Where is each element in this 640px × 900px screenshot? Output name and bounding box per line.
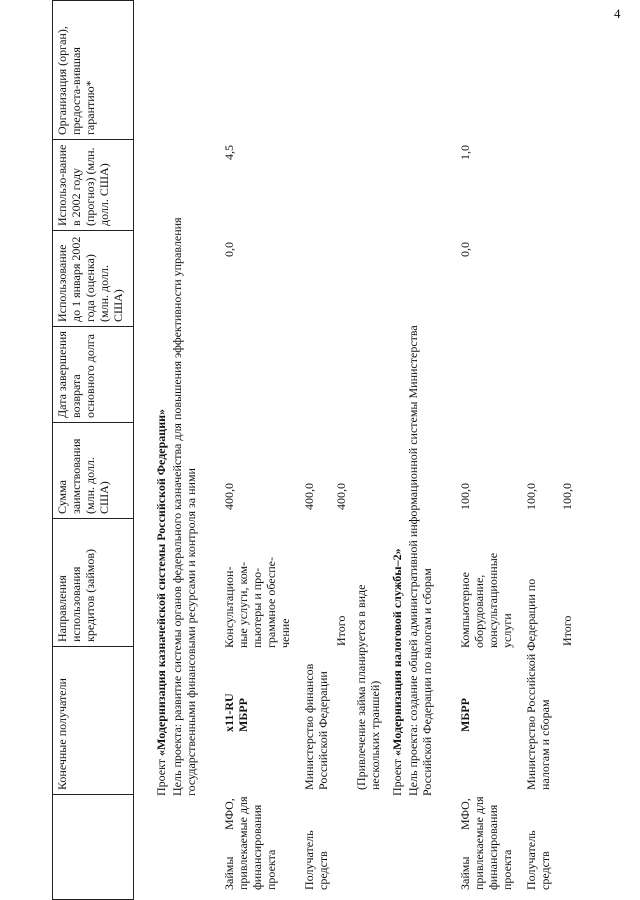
project1-amount: 400,0	[222, 483, 236, 510]
project1-recipient: Министерство финансов Российской Федерации	[302, 663, 330, 790]
header-cell-guarantor: Организация (орган), предоста-вившая гарантию*	[52, 0, 134, 140]
project1-loans-desc: привлекаемые для финансирования проекта	[236, 796, 278, 890]
header-cell-empty	[52, 795, 134, 900]
project1-used-2002: 4,5	[222, 145, 236, 160]
header-cell-amount: Сумма заимствования (млн. долл. США)	[52, 423, 134, 519]
project2-recipient: Министерство Российской Федерации по налогам и сборам	[524, 578, 552, 790]
project2-used-2001: 0,0	[458, 242, 472, 257]
project2-total-amount: 100,0	[560, 483, 574, 510]
project1-total-label: Итого	[334, 615, 348, 646]
project1-note: (Привлечение займа планируется в виде нескольких траншей)	[354, 584, 382, 790]
project2-amount: 100,0	[458, 483, 472, 510]
project1-recipient-amount: 400,0	[302, 483, 316, 510]
project2-total-label: Итого	[560, 615, 574, 646]
header-cell-recipients: Конечные получатели	[52, 647, 134, 795]
project2-title: Проект «Модернизация налоговой службы–2»	[390, 548, 404, 796]
project1-loans-mfo: МФО,	[222, 798, 236, 830]
project2-recipient-amount: 100,0	[524, 483, 538, 510]
table-header	[52, 0, 134, 900]
project1-loans-label: Займы	[222, 856, 236, 890]
project2-loans-label: Займы	[458, 856, 472, 890]
project1-direction: Консультацион-ные услуги, ком-пьютеры и про-граммное обеспе-чение	[222, 557, 292, 648]
project2-direction: Компьютерное оборудование, консультационные услуги	[458, 552, 514, 648]
project2-loans-desc: привлекаемые для финансирования проекта	[472, 796, 514, 890]
project1-title: Проект «Модернизация казначейской системы Российской Федерации»	[154, 408, 168, 796]
page-number: 4	[614, 6, 621, 21]
project1-lender: МБРР	[236, 698, 250, 732]
project1-used-2001: 0,0	[222, 242, 236, 257]
project1-recipient-label: Получатель средств	[302, 830, 330, 890]
project1-total-amount: 400,0	[334, 483, 348, 510]
header-cell-used-2001: Использование до 1 января 2002 года (оценка) (млн. долл. США)	[52, 231, 134, 327]
header-cell-used-2002: Использо-вание в 2002 году (прогноз) (млн. долл. США)	[52, 140, 134, 231]
project2-recipient-label: Получатель средств	[524, 830, 552, 890]
project2-loans-mfo: МФО,	[458, 798, 472, 830]
header-cell-directions: Направления использования кредитов (займов)	[52, 519, 134, 647]
project2-used-2002: 1,0	[458, 145, 472, 160]
header-cell-repayment-date: Дата завершения возврата основного долга	[52, 327, 134, 423]
project2-goal-line2: Российской Федерации по налогам и сборам	[420, 568, 434, 796]
project2-lender: МБРР	[458, 698, 472, 732]
project1-loan-code: x11-RU	[222, 693, 236, 732]
project2-goal-line1: Цель проекта: создание общей административной информационной системы Министерства	[406, 325, 420, 796]
project1-goal-line2: государственными финансовыми ресурсами и контроля за ними	[184, 468, 198, 796]
project1-goal-line1: Цель проекта: развитие системы органов федерального казначейства для повышения эффективности управления	[170, 217, 184, 796]
